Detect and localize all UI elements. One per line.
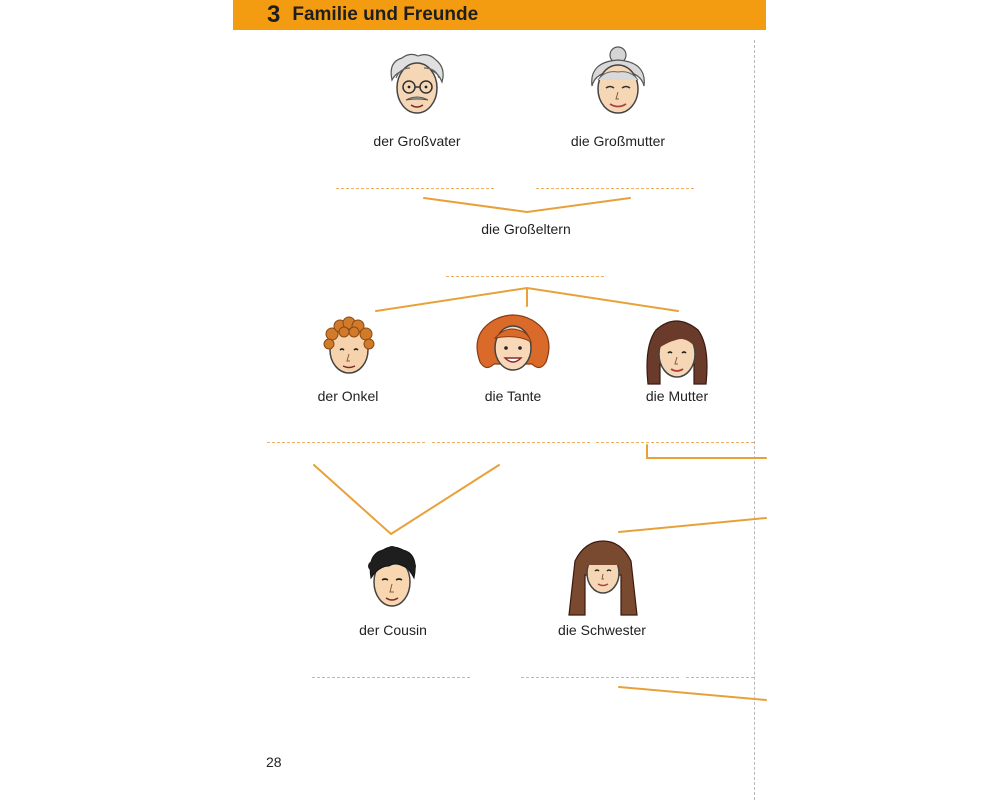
label-onkel: der Onkel xyxy=(317,388,379,404)
chapter-number: 3 xyxy=(267,1,281,28)
label-schwester: die Schwester xyxy=(558,622,646,638)
label-grosseltern: die Großeltern xyxy=(481,221,571,237)
page-number: 28 xyxy=(266,754,282,770)
write-line-extra[interactable] xyxy=(686,677,754,678)
label-grossvater: der Großvater xyxy=(373,133,461,149)
mother-link xyxy=(647,445,766,458)
cousin-connector xyxy=(314,465,499,534)
label-mutter: die Mutter xyxy=(645,388,709,404)
grandmother-illustration xyxy=(585,46,651,118)
sister-illustration xyxy=(565,539,641,619)
uncle-illustration xyxy=(316,314,382,378)
write-line-grosseltern[interactable] xyxy=(446,276,604,277)
write-line-mutter[interactable] xyxy=(596,442,754,443)
write-line-schwester[interactable] xyxy=(521,677,679,678)
cousin-illustration xyxy=(359,544,425,612)
sister-blank-link xyxy=(619,687,766,700)
chapter-title: Familie und Freunde xyxy=(292,4,479,25)
label-cousin: der Cousin xyxy=(359,622,427,638)
mother-illustration xyxy=(642,316,712,388)
grandparents-connector xyxy=(424,198,630,212)
write-line-cousin[interactable] xyxy=(312,677,470,678)
write-line-grossmutter[interactable] xyxy=(536,188,694,189)
aunt-illustration xyxy=(468,312,558,378)
label-grossmutter: die Großmutter xyxy=(570,133,666,149)
write-line-onkel[interactable] xyxy=(267,442,425,443)
sister-link xyxy=(619,518,766,532)
label-tante: die Tante xyxy=(484,388,542,404)
write-line-tante[interactable] xyxy=(432,442,590,443)
grandfather-illustration xyxy=(384,50,450,118)
parents-connector xyxy=(376,288,678,311)
write-line-grossvater[interactable] xyxy=(336,188,494,189)
